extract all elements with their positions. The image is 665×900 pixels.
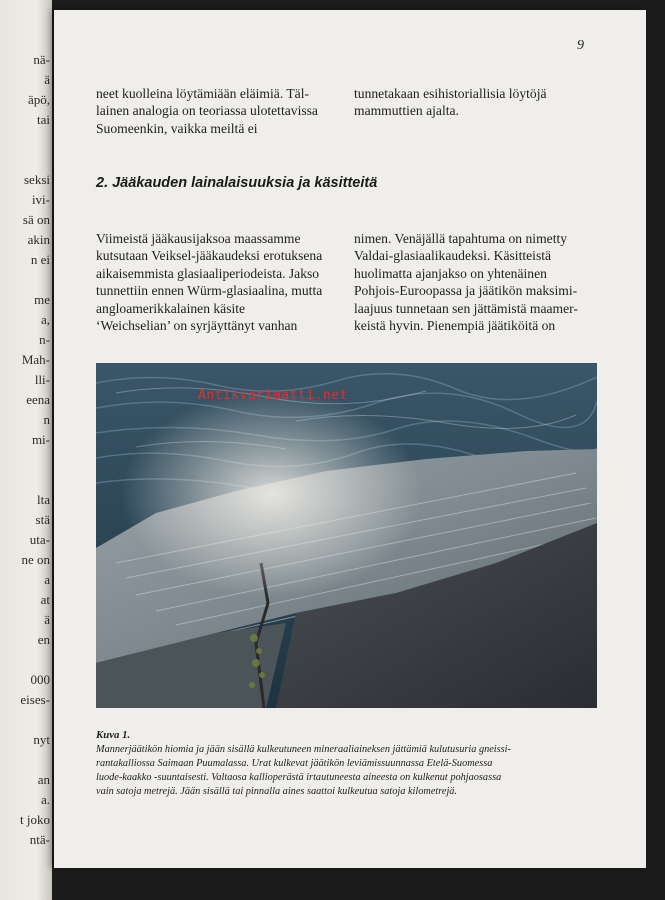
section-heading: 2. Jääkauden lainalaisuuksia ja käsitteitä	[96, 175, 378, 191]
left-page-fragment: a	[44, 572, 50, 587]
left-page-fragment: t joko	[20, 812, 50, 827]
left-page-edge	[0, 0, 52, 900]
left-page-fragment: nä-	[33, 52, 50, 67]
text-line: huolimatta ajanjakso on yhtenäinen	[354, 265, 547, 281]
photo-illustration	[96, 363, 597, 708]
left-page-fragment: n	[43, 412, 50, 427]
left-page-fragment: en	[37, 632, 50, 647]
left-page-fragment: äpö,	[27, 92, 50, 107]
left-page-fragment: sä on	[22, 212, 50, 227]
watermark-text: Antikvariaatti.net	[198, 388, 348, 403]
text-line: laajuus tunnetaan sen jättämistä maamer-	[354, 300, 578, 316]
left-page-fragment: 000	[30, 672, 50, 687]
left-page-fragment: stä	[35, 512, 50, 527]
intro-left-column	[96, 85, 366, 137]
text-line: Valdai-glasiaalikaudeksi. Käsitteistä	[354, 248, 552, 264]
caption-line: Mannerjäätikön hiomia ja jään sisällä kulkeutuneen mineraaliaineksen jättämiä kulutusuria gneissi-	[96, 744, 511, 755]
caption-title: Kuva 1.	[96, 729, 131, 741]
left-page-fragment: eena	[26, 392, 50, 407]
figure-caption	[96, 728, 616, 799]
text-line: keistä hyvin. Pienempiä jäätiköitä on	[354, 318, 556, 334]
left-page-fragment: lli-	[34, 372, 50, 387]
intro-right-column	[354, 85, 604, 120]
left-page-fragment: a,	[40, 312, 50, 327]
left-page-fragment: ä	[44, 612, 50, 627]
text-line: ‘Weichselian’ on syrjäyttänyt vanhan	[96, 318, 298, 334]
left-page-fragment: akin	[27, 232, 50, 247]
text-line: neet kuolleina löytämiään eläimiä. Täl-	[96, 86, 310, 101]
body-right-column	[354, 230, 604, 334]
left-page-fragment: n-	[39, 332, 50, 347]
caption-line: rantakalliossa Saimaan Puumalassa. Urat kulkevat jäätikön leviämissuunnassa Etelä-Suomessa	[96, 758, 493, 769]
text-line: tunnettiin ennen Würm-glasiaalina, mutta	[96, 283, 323, 299]
left-page-fragment: seksi	[24, 172, 50, 187]
left-page-fragment: an	[37, 772, 50, 787]
text-line: mammuttien ajalta.	[354, 103, 459, 119]
caption-line: luode-kaakko -suuntaisesti. Valtaosa kallioperästä irtautuneesta aineesta on kulkenut pohjaosassa	[96, 772, 502, 783]
left-page-fragment: ne on	[21, 552, 50, 567]
book-page	[54, 10, 646, 868]
left-page-fragment: tai	[37, 112, 50, 127]
left-page-fragment: n ei	[30, 252, 50, 267]
text-line: nimen. Venäjällä tapahtuma on nimetty	[354, 231, 568, 246]
text-line: Pohjois-Euroopassa ja jäätikön maksimi-	[354, 283, 578, 299]
photo-glacial-striations	[96, 363, 597, 708]
left-page-fragment: eises-	[20, 692, 50, 707]
left-page-fragment: at	[40, 592, 50, 607]
text-line: angloamerikkalainen käsite	[96, 300, 246, 316]
left-page-fragment: Mah-	[21, 352, 50, 367]
text-line: tunnetakaan esihistoriallisia löytöjä	[354, 86, 547, 101]
text-line: aikaisemmista glasiaaliperiodeista. Jakso	[96, 265, 320, 281]
left-page-fragment: ivi-	[31, 192, 50, 207]
left-page-fragment: a.	[40, 792, 50, 807]
left-page-fragment: mi-	[31, 432, 50, 447]
left-page-fragment: nyt	[33, 732, 50, 747]
left-page-fragment: uta-	[29, 532, 50, 547]
text-line: Viimeistä jääkausijaksoa maassamme	[96, 231, 301, 246]
text-line: Suomeenkin, vaikka meiltä ei	[96, 120, 258, 136]
page-number: 9	[577, 38, 584, 53]
left-page-fragment: ä	[44, 72, 50, 87]
caption-line: vain satoja metrejä. Jään sisällä tai pinnalla aines saattoi kulkeutua satoja kilometrejä.	[96, 786, 458, 797]
left-page-fragment: me	[34, 292, 50, 307]
left-page-fragment: ntä-	[29, 832, 50, 847]
body-left-column	[96, 230, 356, 334]
left-page-fragment: lta	[37, 492, 50, 507]
text-line: lainen analogia on teoriassa ulotettavissa	[96, 103, 318, 119]
text-line: kutsutaan Veiksel-jääkaudeksi erotuksena	[96, 248, 323, 264]
